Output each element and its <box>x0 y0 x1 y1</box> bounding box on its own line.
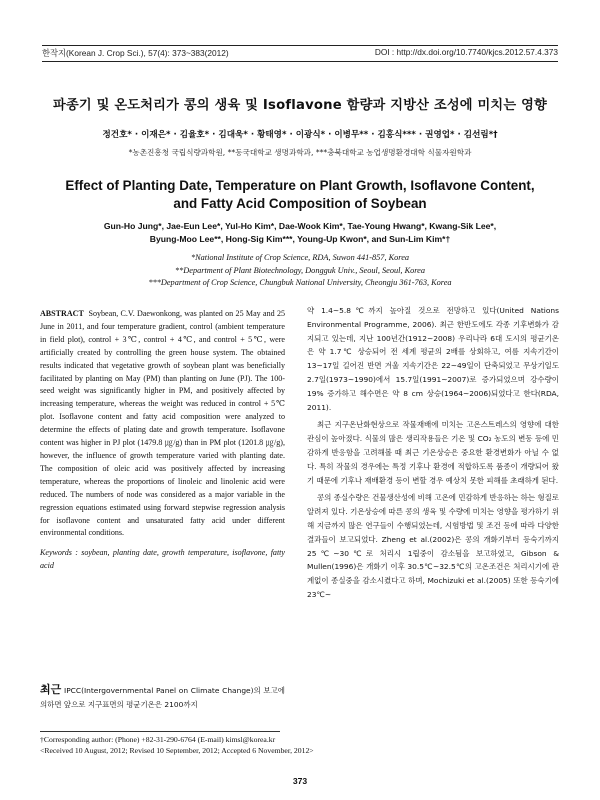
journal-citation: 한작지(Korean J. Crop Sci.), 57(4): 373~383(2012) <box>42 48 229 58</box>
english-affiliations <box>40 252 560 290</box>
doi-link[interactable]: DOI : http://dx.doi.org/10.7740/kjcs.2012.57.4.373 <box>374 47 558 57</box>
corresponding-author-note: †Corresponding author: (Phone) +82-31-290-6764 (E-mail) kimsl@korea.kr <box>40 735 276 744</box>
body-paragraph-3: 콩의 종실수량은 건물생산성에 비해 고온에 민감하게 반응하는 하는 형질로 알려져 있다. 기온상승에 따른 콩의 생육 및 수량에 미치는 영향을 평가하기 위해 지금까지 많은 연구들이 수행되었는데, 시험방법 및 조건 등에 따라 다양한 결과들이 보고되었다. Zheng et al.(2002)은 콩의 개화기부터 등숙기까지 25℃~30℃로 처리시 1립중이 감소됨을 보고하였고, Gibson & Mullen(1996)은 개화기 이후 30.5℃~32.5℃의 고온조건은 처리시기에 관계없이 종실중을 감소시켰다고 하며, Mochizuki et al.(2005) 또한 등숙기에 23℃~ <box>307 493 559 599</box>
english-authors-line-1: Gun-Ho Jung*, Jae-Eun Lee*, Yul-Ho Kim*, Dae-Wook Kim*, Tae-Young Hwang*, Kwang-Sik Lee*, <box>103 221 497 231</box>
intro-text: IPCC(Intergovernmental Panel on Climate Change)의 보고에 의하면 앞으로 지구표면의 평균기온은 2100까지 <box>40 686 285 709</box>
header-rule-top <box>42 45 558 46</box>
body-paragraph-1: 약 1.4~5.8℃까지 높아질 것으로 전망하고 있다(United Nations Environmental Programme, 2006). 최근 한반도에도 각종 기후변화가 감지되고 있는데, 지난 100년간(1912~2008) 우리나라 6대 도시의 평균기온은 약 1.7℃ 상승되어 전 세계 평균의 2배를 상회하고, 여름 지속기간이 13~17일 길어진 반면 겨울 지속기간은 22~49일이 단축되었고 무상기일도 2.7일(1973~1990)에서 15.7일(1991~2007)로 증가되었으며 강수량이 19% 증가하고 해수면은 약 8 cm 상승(1964~2006)되었다고 한다(RDA, 2011). <box>307 306 559 412</box>
english-title-line-2: and Fatty Acid Composition of Soybean <box>173 196 427 211</box>
footnote-rule <box>40 731 280 732</box>
header-rule-bottom <box>42 61 558 62</box>
abstract-label: ABSTRACT <box>40 309 84 318</box>
abstract-text: Soybean, C.V. Daewonkong, was planted on 25 May and 25 June in 2011, and four temperature gradient, control (ambient temperature in field plot), control + 3℃, control + 4℃, and control + 5℃, were artificially created by controlling the green house system. The obtained results indicated that vegetative growth of soybean plant was beneficially facilitated by planting on May (PM) than planting on June (PJ). The 100-seed weight was significantly higher in PM, and positively affected by increasing temperature, whereas the weight was reduced in control + 5℃ plot. Isoflavone content and fatty acid composition were analyzed to determine the effects of plating date and growth temperature. Isoflavone content was higher in PJ plot (1479.8 ㎍/g) than in PM plot (1201.8 ㎍/g), however, the influence of growth temperature varied with planting date. The composition of oleic acid was positively affected by increasing temperature, whereas the proportions of linoleic and linolenic acid were reduced. The numbers of node was considered as a major variable in the regression equations estimated using forward stepwise regression analysis for isoflavone content and unsaturated fatty acid under different environmental conditions. <box>40 309 285 538</box>
page-number: 373 <box>292 776 308 786</box>
english-title <box>40 177 560 213</box>
running-header <box>42 47 558 59</box>
keywords-paragraph <box>40 547 285 573</box>
keywords-text: soybean, planting date, growth temperature, isoflavone, fatty acid <box>40 548 285 571</box>
body-paragraph-2: 최근 지구온난화현상으로 작물재배에 미치는 고온스트레스의 영향에 대한 관심이 높아졌다. 식물의 많은 생리작용들은 기온 및 CO₂ 농도의 변동 등에 민감하게 반응함을 고려해볼 때 최근 기온상승은 중요한 환경변화가 아닐 수 없다. 특히 작물의 경우에는 특정 기후나 환경에 적합하도록 품종이 개량되어 왔기 때문에 기후나 재배환경 등이 변할 경우 예상치 못한 피해를 초래하게 된다. <box>307 420 559 485</box>
introduction-start <box>40 683 285 712</box>
english-authors-line-2: Byung-Moo Lee**, Hong-Sig Kim***, Young-Up Kwon*, and Sun-Lim Kim*† <box>149 233 451 244</box>
received-dates: <Received 10 August, 2012; Revised 10 September, 2012; Accepted 6 November, 2012> <box>40 746 314 755</box>
affiliation-1: *National Institute of Crop Science, RDA, Suwon 441-857, Korea <box>190 253 410 262</box>
abstract-paragraph <box>40 308 285 540</box>
korean-affiliations: *농촌진흥청 국립식량과학원, **동국대학교 생명과학과, ***충북대학교 농업생명환경대학 식물자원학과 <box>128 148 472 157</box>
keywords-label: Keywords : <box>40 548 78 558</box>
english-authors <box>40 220 560 245</box>
affiliation-3: ***Department of Crop Science, Chungbuk National University, Cheongju 361-763, Korea <box>148 278 452 287</box>
intro-drop-word: 최근 <box>40 683 62 696</box>
footnote <box>40 734 560 756</box>
abstract-section <box>40 308 285 573</box>
right-column-body <box>307 304 559 602</box>
intro-paragraph <box>40 683 285 712</box>
korean-authors: 정건호* · 이재은* · 김율호* · 김대욱* · 황태영* · 이광식* · 이병무** · 김홍식*** · 권영업* · 김선림*† <box>102 130 498 140</box>
english-title-line-1: Effect of Planting Date, Temperature on Plant Growth, Isoflavone Content, <box>65 178 535 193</box>
korean-title: 파종기 및 온도처리가 콩의 생육 및 Isoflavone 함량과 지방산 조성에 미치는 영향 <box>53 98 547 113</box>
affiliation-2: **Department of Plant Biotechnology, Dongguk Univ., Seoul, Seoul, Korea <box>174 265 426 275</box>
